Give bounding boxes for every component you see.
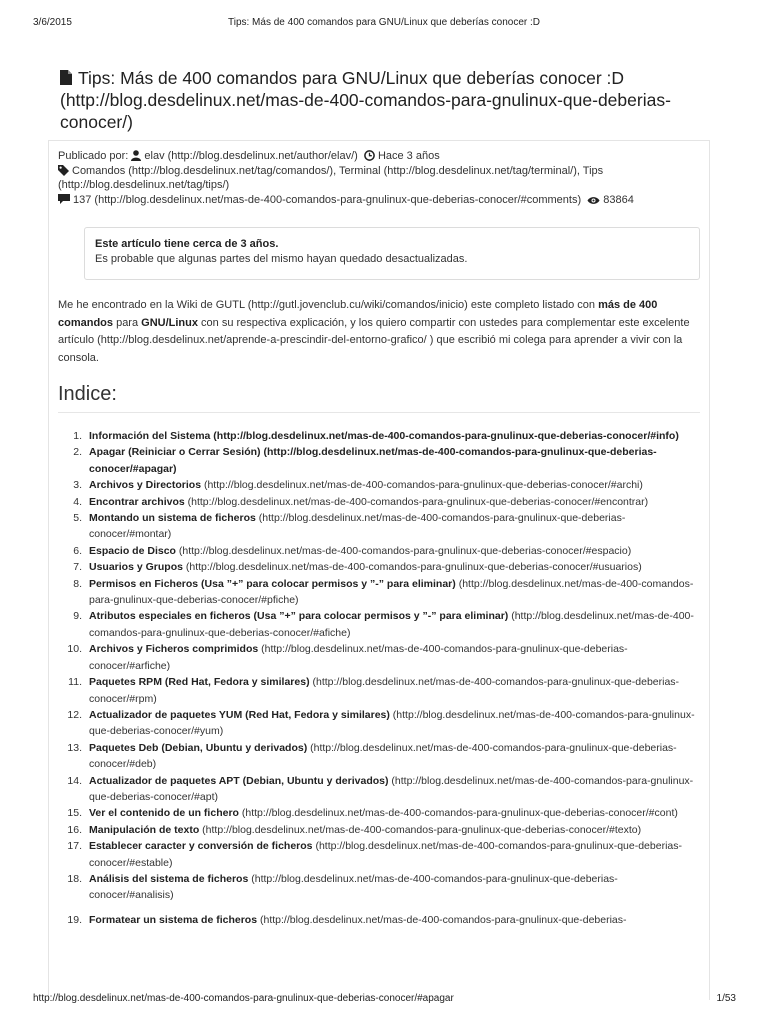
toc-title[interactable]: Apagar (Reiniciar o Cerrar Sesión) (http://blog.desdelinux.net/mas-de-400-comandos-para-gnulinux-que-deberias-conocer/#apagar)	[89, 446, 657, 475]
toc-number: 12.	[67, 708, 82, 721]
comment-icon	[58, 194, 70, 205]
intro-text-2: para	[113, 316, 142, 329]
toc-item[interactable]	[58, 871, 698, 904]
toc-link[interactable]: (http://blog.desdelinux.net/mas-de-400-comandos-para-gnulinux-que-deberias-conocer/#rpm)	[89, 676, 680, 705]
article-title	[60, 67, 740, 133]
toc-link[interactable]: (http://blog.desdelinux.net/mas-de-400-comandos-para-gnulinux-que-deberias-conocer/#deb)	[89, 741, 677, 771]
toc-number: 11.	[68, 676, 82, 689]
toc-number: 9.	[73, 610, 82, 623]
toc-item[interactable]	[58, 428, 698, 444]
toc-number: 7.	[73, 561, 82, 574]
article-title-url[interactable]: (http://blog.desdelinux.net/mas-de-400-comandos-para-gnulinux-que-deberias-conocer/)	[60, 90, 671, 132]
toc-item[interactable]	[58, 576, 698, 609]
notice-text: Es probable que algunas partes del mismo hayan quedado desactualizadas.	[95, 253, 468, 265]
toc-title[interactable]: Paquetes Deb (Debian, Ubuntu y derivados)	[89, 741, 308, 754]
toc-title[interactable]: Atributos especiales en ficheros (Usa ”+” para colocar permisos y ”-” para eliminar)	[89, 610, 509, 623]
meta-line-tags	[58, 164, 698, 179]
toc-item[interactable]	[58, 838, 698, 871]
eye-icon	[587, 196, 600, 205]
toc-number: 1.	[73, 430, 82, 442]
toc-number: 19.	[67, 913, 82, 926]
print-date: 3/6/2015	[33, 17, 72, 28]
toc-link[interactable]: (http://blog.desdelinux.net/mas-de-400-comandos-para-gnulinux-que-deberias-	[257, 913, 627, 926]
article-title-text: Tips: Más de 400 comandos para GNU/Linux que deberías conocer :D	[78, 68, 625, 88]
toc-link[interactable]: (http://blog.desdelinux.net/mas-de-400-comandos-para-gnulinux-que-deberias-conocer/#arfiche)	[89, 643, 628, 672]
toc-number: 3.	[73, 479, 82, 492]
toc-title[interactable]: Ver el contenido de un fichero	[89, 807, 239, 820]
intro-bold-1: más de 400 comandos	[58, 299, 658, 329]
toc-link[interactable]: (http://blog.desdelinux.net/mas-de-400-comandos-para-gnulinux-que-deberias-conocer/#analisis)	[89, 872, 618, 902]
intro-bold-2: GNU/Linux	[141, 316, 198, 329]
toc-title[interactable]: Formatear un sistema de ficheros	[89, 913, 258, 926]
toc-title[interactable]: Encontrar archivos	[89, 495, 185, 508]
toc-link[interactable]: (http://blog.desdelinux.net/mas-de-400-comandos-para-gnulinux-que-deberias-conocer/#texto)	[199, 823, 642, 836]
toc-title[interactable]: Análisis del sistema de ficheros	[89, 872, 249, 885]
toc-link[interactable]: (http://blog.desdelinux.net/mas-de-400-comandos-para-gnulinux-que-deberias-conocer/#yum)	[89, 708, 695, 738]
toc-number: 17.	[67, 840, 82, 853]
toc-item[interactable]	[58, 608, 698, 641]
tags-links[interactable]: Comandos (http://blog.desdelinux.net/tag/comandos/), Terminal (http://blog.desdelinux.net/tag/terminal/), Tips	[72, 164, 604, 177]
tags-links-cont[interactable]: (http://blog.desdelinux.net/tag/tips/)	[58, 179, 230, 191]
toc-item[interactable]	[58, 707, 698, 740]
toc-item[interactable]	[58, 822, 698, 838]
toc-item[interactable]	[58, 477, 698, 493]
toc-title[interactable]: Espacio de Disco	[89, 544, 176, 557]
toc-title[interactable]: Permisos en Ficheros (Usa ”+” para colocar permisos y ”-” para eliminar)	[89, 577, 456, 590]
toc-number: 14.	[67, 774, 82, 787]
notice-title: Este artículo tiene cerca de 3 años.	[95, 238, 279, 250]
toc-title[interactable]: Establecer caracter y conversión de ficheros	[89, 840, 313, 853]
toc-item[interactable]	[58, 740, 698, 773]
toc-link[interactable]: (http://blog.desdelinux.net/mas-de-400-comandos-para-gnulinux-que-deberias-conocer/#montar)	[89, 512, 626, 541]
toc-link[interactable]: (http://blog.desdelinux.net/mas-de-400-comandos-para-gnulinux-que-deberias-conocer/#espacio)	[175, 544, 632, 557]
intro-text-1: Me he encontrado en la Wiki de GUTL (http://gutl.jovenclub.cu/wiki/comandos/inicio) este completo listado con	[58, 299, 599, 311]
tag-icon	[58, 165, 69, 176]
toc-title[interactable]: Paquetes RPM (Red Hat, Fedora y similares)	[89, 676, 310, 689]
intro-paragraph	[58, 297, 700, 367]
toc-title[interactable]: Usuarios y Grupos	[89, 561, 183, 574]
toc-number: 4.	[73, 495, 82, 508]
index-heading: Indice:	[58, 383, 117, 405]
view-count: 83864	[603, 193, 634, 206]
toc-number: 13.	[67, 741, 82, 754]
toc-item[interactable]	[58, 641, 698, 674]
toc-title[interactable]: Archivos y Directorios	[89, 479, 202, 492]
clock-icon	[364, 150, 375, 161]
toc-link[interactable]: (http://blog.desdelinux.net/mas-de-400-comandos-para-gnulinux-que-deberias-conocer/#usuarios)	[182, 561, 642, 574]
toc-link[interactable]: (http://blog.desdelinux.net/mas-de-400-comandos-para-gnulinux-que-deberias-conocer/#cont)	[238, 807, 678, 820]
toc-item[interactable]	[58, 805, 698, 821]
toc-title[interactable]: Información del Sistema (http://blog.desdelinux.net/mas-de-400-comandos-para-gnulinux-que-deberias-conocer/#info)	[89, 430, 679, 442]
comments-link[interactable]: 137 (http://blog.desdelinux.net/mas-de-400-comandos-para-gnulinux-que-deberias-conocer/#comments)	[73, 193, 582, 206]
toc-number: 6.	[73, 544, 82, 557]
table-of-contents	[58, 428, 698, 928]
toc-item[interactable]	[58, 494, 698, 510]
toc-item[interactable]	[58, 444, 698, 477]
meta-line-author	[58, 149, 698, 164]
user-icon	[131, 150, 141, 161]
toc-item[interactable]	[58, 559, 698, 575]
divider	[58, 412, 700, 413]
toc-link[interactable]: (http://blog.desdelinux.net/mas-de-400-comandos-para-gnulinux-que-deberias-conocer/#encontrar)	[184, 495, 649, 508]
post-time: Hace 3 años	[377, 150, 440, 162]
toc-link[interactable]: (http://blog.desdelinux.net/mas-de-400-comandos-para-gnulinux-que-deberias-conocer/#apt)	[89, 774, 694, 803]
toc-link[interactable]: (http://blog.desdelinux.net/mas-de-400-comandos-para-gnulinux-que-deberias-conocer/#pfiche)	[89, 577, 694, 607]
toc-number: 8.	[73, 577, 82, 590]
toc-number: 2.	[73, 446, 82, 459]
toc-number: 5.	[73, 512, 82, 525]
toc-item[interactable]	[58, 773, 698, 806]
toc-number: 16.	[67, 823, 82, 836]
print-title: Tips: Más de 400 comandos para GNU/Linux que deberías conocer :D	[227, 17, 541, 28]
print-footer	[0, 993, 768, 1007]
intro-text-3: con su respectiva explicación, y los quiero compartir con ustedes para complementar este excelente artículo (http://blog.desdelinux.net/aprende-a-prescindir-del-entorno-grafico/ ) que escribió mi colega para aprender a vivir con la consola.	[58, 316, 690, 364]
meta-line-comments	[58, 193, 698, 208]
toc-item[interactable]	[58, 543, 698, 559]
toc-title[interactable]: Actualizador de paquetes YUM (Red Hat, Fedora y similares)	[89, 708, 390, 721]
toc-title[interactable]: Archivos y Ficheros comprimidos	[89, 643, 259, 656]
document-icon	[60, 70, 72, 85]
toc-number: 15.	[67, 807, 82, 820]
age-notice	[84, 227, 700, 280]
toc-number: 18.	[67, 872, 82, 885]
toc-number: 10.	[67, 643, 82, 656]
toc-link[interactable]: (http://blog.desdelinux.net/mas-de-400-comandos-para-gnulinux-que-deberias-conocer/#archi)	[201, 479, 643, 492]
published-label: Publicado por:	[58, 150, 129, 162]
post-meta	[58, 149, 698, 207]
toc-link[interactable]: (http://blog.desdelinux.net/mas-de-400-comandos-para-gnulinux-que-deberias-conocer/#estable)	[89, 840, 682, 869]
toc-item[interactable]	[58, 674, 698, 707]
toc-item[interactable]	[58, 510, 698, 543]
toc-title[interactable]: Manipulación de texto	[89, 823, 200, 836]
author-link[interactable]: elav (http://blog.desdelinux.net/author/elav/)	[144, 150, 358, 162]
print-header	[0, 17, 768, 31]
print-url: http://blog.desdelinux.net/mas-de-400-comandos-para-gnulinux-que-deberias-conocer/#apagar	[33, 993, 454, 1004]
toc-title[interactable]: Montando un sistema de ficheros	[89, 512, 256, 525]
toc-link[interactable]: (http://blog.desdelinux.net/mas-de-400-comandos-para-gnulinux-que-deberias-conocer/#afiche)	[89, 610, 694, 639]
page-number: 1/53	[716, 993, 736, 1004]
toc-title[interactable]: Actualizador de paquetes APT (Debian, Ubuntu y derivados)	[89, 774, 389, 787]
toc-item[interactable]	[58, 912, 698, 928]
